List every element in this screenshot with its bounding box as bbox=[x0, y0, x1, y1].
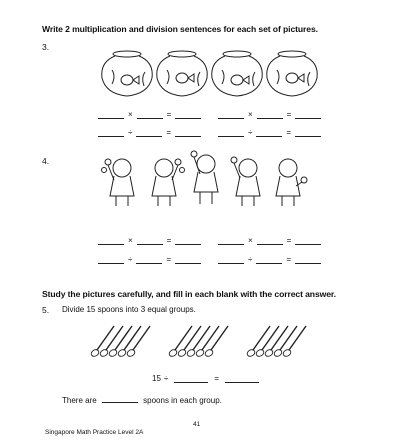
answer-blank[interactable] bbox=[98, 129, 124, 137]
q3-division-sentence-1 bbox=[95, 128, 204, 137]
children-with-flowers-illustration bbox=[98, 150, 308, 214]
answer-blank[interactable] bbox=[175, 237, 201, 245]
answer-blank[interactable] bbox=[295, 111, 321, 119]
q5-division-sentence bbox=[152, 374, 262, 383]
answer-blank[interactable] bbox=[175, 129, 201, 137]
answer-blank[interactable] bbox=[295, 256, 321, 264]
times-sign: × bbox=[248, 110, 253, 119]
answer-blank[interactable] bbox=[98, 256, 124, 264]
fishbowl-4 bbox=[267, 51, 317, 96]
section-instruction-study-pictures: Study the pictures carefully, and fill in each blank with the correct answer. bbox=[42, 289, 336, 299]
equals-sign: = bbox=[166, 128, 172, 137]
question-number-5: 5. bbox=[42, 305, 50, 315]
book-title-footer: Singapore Math Practice Level 2A bbox=[45, 429, 144, 436]
child-1 bbox=[102, 159, 135, 206]
q4-multiplication-sentence-2 bbox=[215, 236, 324, 245]
divide-sign: ÷ bbox=[128, 128, 133, 137]
question-number-4: 4. bbox=[42, 156, 50, 166]
child-4 bbox=[231, 157, 260, 206]
dividend-value: 15 bbox=[152, 374, 161, 383]
answer-blank[interactable] bbox=[136, 129, 162, 137]
answer-blank[interactable] bbox=[218, 111, 244, 119]
answer-blank[interactable] bbox=[102, 395, 138, 403]
times-sign: × bbox=[128, 110, 133, 119]
spoon-group-1 bbox=[90, 326, 150, 358]
divide-sign: ÷ bbox=[248, 128, 253, 137]
question-5-prompt: Divide 15 spoons into 3 equal groups. bbox=[62, 305, 196, 314]
section-instruction-multiplication: Write 2 multiplication and division sentences for each set of pictures. bbox=[42, 24, 318, 34]
equals-sign: = bbox=[286, 128, 292, 137]
divide-sign: ÷ bbox=[248, 255, 253, 264]
equals-sign: = bbox=[166, 110, 172, 119]
q4-division-sentence-1 bbox=[95, 255, 204, 264]
answer-blank[interactable] bbox=[137, 237, 163, 245]
page-number: 41 bbox=[193, 421, 201, 428]
answer-blank[interactable] bbox=[175, 111, 201, 119]
answer-blank[interactable] bbox=[295, 129, 321, 137]
fishbowl-3 bbox=[212, 51, 262, 96]
answer-suffix: spoons in each group. bbox=[143, 396, 222, 405]
equals-sign: = bbox=[286, 110, 292, 119]
equals-sign: = bbox=[166, 255, 172, 264]
answer-blank[interactable] bbox=[256, 256, 282, 264]
answer-blank[interactable] bbox=[257, 111, 283, 119]
fishbowl-1 bbox=[102, 51, 152, 96]
equals-sign: = bbox=[286, 236, 292, 245]
answer-blank[interactable] bbox=[218, 129, 244, 137]
equals-sign: = bbox=[286, 255, 292, 264]
spoons-illustration bbox=[90, 324, 340, 360]
q3-multiplication-sentence-2 bbox=[215, 110, 324, 119]
answer-blank[interactable] bbox=[295, 237, 321, 245]
answer-blank[interactable] bbox=[218, 237, 244, 245]
q3-division-sentence-2 bbox=[215, 128, 324, 137]
fishbowl-2 bbox=[157, 51, 207, 96]
child-2 bbox=[152, 159, 185, 206]
equals-sign: = bbox=[214, 374, 219, 383]
answer-blank[interactable] bbox=[225, 375, 259, 383]
q5-answer-sentence bbox=[62, 395, 222, 405]
answer-blank[interactable] bbox=[136, 256, 162, 264]
spoon-group-2 bbox=[168, 326, 228, 358]
answer-blank[interactable] bbox=[175, 256, 201, 264]
q3-multiplication-sentence-1 bbox=[95, 110, 204, 119]
answer-blank[interactable] bbox=[256, 129, 282, 137]
answer-blank[interactable] bbox=[257, 237, 283, 245]
spoon-group-3 bbox=[246, 326, 306, 358]
question-number-3: 3. bbox=[42, 42, 50, 52]
answer-blank[interactable] bbox=[98, 237, 124, 245]
answer-blank[interactable] bbox=[137, 111, 163, 119]
child-3 bbox=[191, 151, 218, 204]
divide-sign: ÷ bbox=[163, 374, 169, 383]
answer-blank[interactable] bbox=[98, 111, 124, 119]
divide-sign: ÷ bbox=[128, 255, 133, 264]
answer-blank[interactable] bbox=[218, 256, 244, 264]
child-5 bbox=[276, 159, 307, 206]
equals-sign: = bbox=[166, 236, 172, 245]
times-sign: × bbox=[128, 236, 133, 245]
q4-division-sentence-2 bbox=[215, 255, 324, 264]
answer-blank[interactable] bbox=[174, 375, 208, 383]
fishbowl-illustration bbox=[100, 50, 320, 100]
answer-prefix: There are bbox=[62, 396, 97, 405]
q4-multiplication-sentence-1 bbox=[95, 236, 204, 245]
times-sign: × bbox=[248, 236, 253, 245]
